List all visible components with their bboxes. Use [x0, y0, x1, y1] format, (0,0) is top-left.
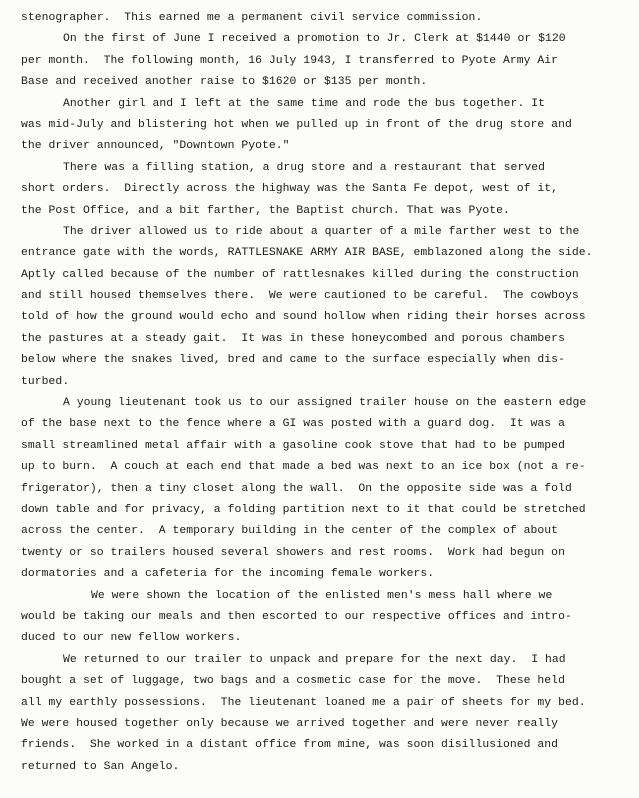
text-line: per month. The following month, 16 July 1943, I transferred to Pyote Army Air	[21, 54, 559, 67]
text-line: told of how the ground would echo and sound hollow when riding their horses across	[21, 311, 586, 324]
text-line: friends. She worked in a distant office from mine, was soon disillusioned and	[21, 739, 559, 752]
document-body	[21, 8, 633, 778]
text-line: stenographer. This earned me a permanent civil service commission.	[21, 12, 483, 24]
text-line: and still housed themselves there. We were cautioned to be careful. The cowboys	[21, 290, 579, 303]
text-line: frigerator), then a tiny closet along the wall. On the opposite side was a fold	[21, 482, 572, 495]
text-line: short orders. Directly across the highway was the Santa Fe depot, west of it,	[21, 183, 559, 196]
text-line: down table and for privacy, a folding partition next to it that could be stretched	[21, 503, 586, 516]
text-line: returned to San Angelo.	[21, 760, 180, 773]
text-line: small streamlined metal affair with a gasoline cook stove that had to be pumped	[21, 439, 565, 452]
text-line: Aptly called because of the number of rattlesnakes killed during the construction	[21, 268, 579, 281]
text-line: below where the snakes lived, bred and came to the surface especially when dis-	[21, 354, 565, 367]
text-line: We returned to our trailer to unpack and prepare for the next day. I had	[63, 653, 566, 666]
text-line: dormatories and a cafeteria for the incoming female workers.	[21, 568, 435, 581]
text-line: up to burn. A couch at each end that made a bed was next to an ice box (not a re-	[21, 461, 586, 474]
text-line: duced to our new fellow workers.	[21, 632, 242, 645]
text-line: entrance gate with the words, RATTLESNAKE ARMY AIR BASE, emblazoned along the side.	[21, 247, 593, 260]
text-line: On the first of June I received a promotion to Jr. Clerk at $1440 or $120	[63, 33, 566, 46]
text-line: Another girl and I left at the same time and rode the bus together. It	[63, 97, 545, 110]
text-line: twenty or so trailers housed several showers and rest rooms. Work had begun on	[21, 546, 565, 559]
text-line: was mid-July and blistering hot when we pulled up in front of the drug store and	[21, 118, 572, 131]
text-line: We were housed together only because we arrived together and were never really	[21, 717, 559, 730]
text-line: the Post Office, and a bit farther, the Baptist church. That was Pyote.	[21, 204, 510, 217]
text-line: bought a set of luggage, two bags and a cosmetic case for the move. These held	[21, 675, 565, 688]
text-line: Base and received another raise to $1620 or $135 per month.	[21, 76, 428, 89]
text-line: all my earthly possessions. The lieutenant loaned me a pair of sheets for my bed.	[21, 696, 586, 709]
text-line: would be taking our meals and then escorted to our respective offices and intro-	[21, 610, 572, 623]
text-line: the driver announced, "Downtown Pyote."	[21, 140, 290, 153]
text-line: We were shown the location of the enlisted men's mess hall where we	[91, 589, 553, 602]
text-line: the pastures at a steady gait. It was in these honeycombed and porous chambers	[21, 332, 565, 345]
text-line: turbed.	[21, 375, 70, 388]
text-line: A young lieutenant took us to our assigned trailer house on the eastern edge	[63, 397, 587, 410]
text-line: There was a filling station, a drug store and a restaurant that served	[63, 161, 545, 174]
text-line: across the center. A temporary building in the center of the complex of about	[21, 525, 559, 538]
text-line: of the base next to the fence where a GI was posted with a guard dog. It was a	[21, 418, 565, 431]
text-line: The driver allowed us to ride about a quarter of a mile farther west to the	[63, 225, 580, 238]
